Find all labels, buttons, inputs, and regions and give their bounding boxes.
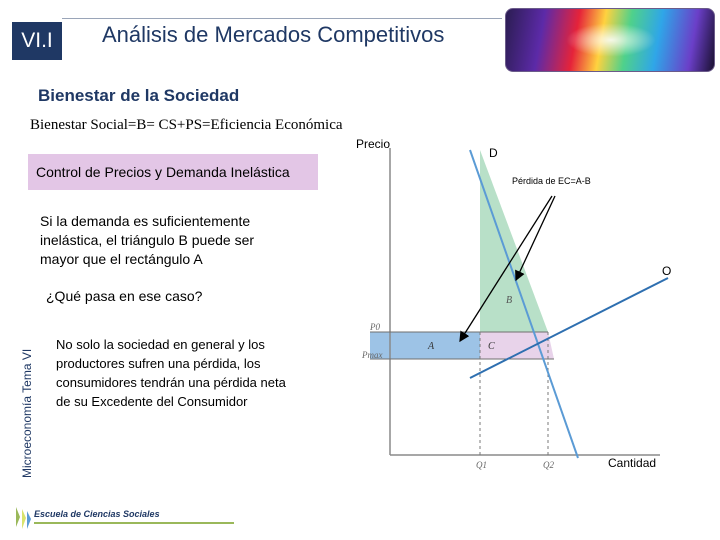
arrow-to-area-b bbox=[516, 196, 555, 280]
page-title: Análisis de Mercados Competitivos bbox=[102, 22, 445, 47]
q2-label: Q2 bbox=[543, 460, 554, 470]
paragraph-inelastic: Si la demanda es suficientemente inelástica, el triángulo B puede ser mayor que el rectángulo A bbox=[40, 213, 255, 267]
quantity-axis-label: Cantidad bbox=[608, 456, 657, 470]
pmax-label: Pmax bbox=[362, 350, 383, 360]
highlight-text: Control de Precios y Demanda Inelástica bbox=[36, 164, 290, 180]
paragraph-consumer-loss: No solo la sociedad en general y los productores sufren una pérdida, los consumidores tendrán una pérdida neta de su Excedente del Consumidor bbox=[56, 337, 286, 409]
question-text: ¿Qué pasa en ese caso? bbox=[46, 288, 203, 304]
supply-label: O bbox=[662, 264, 672, 278]
price-axis-label: Precio bbox=[356, 137, 391, 151]
area-c-label: C bbox=[488, 341, 495, 352]
loss-label: Pérdida de EC=A-B bbox=[512, 176, 591, 186]
q1-label: Q1 bbox=[476, 460, 487, 470]
subtitle: Bienestar de la Sociedad bbox=[38, 86, 240, 105]
welfare-formula: Bienestar Social=B= CS+PS=Eficiencia Económica bbox=[30, 117, 343, 133]
area-b-label: B bbox=[506, 295, 513, 306]
side-course-label: Microeconomía Tema VI bbox=[20, 348, 34, 478]
p0-label: P0 bbox=[370, 322, 380, 332]
demand-label: D bbox=[489, 146, 498, 160]
footer-school-name: Escuela de Ciencias Sociales bbox=[34, 509, 160, 519]
section-badge: VI.I bbox=[12, 22, 62, 60]
area-a-label: A bbox=[428, 341, 435, 352]
